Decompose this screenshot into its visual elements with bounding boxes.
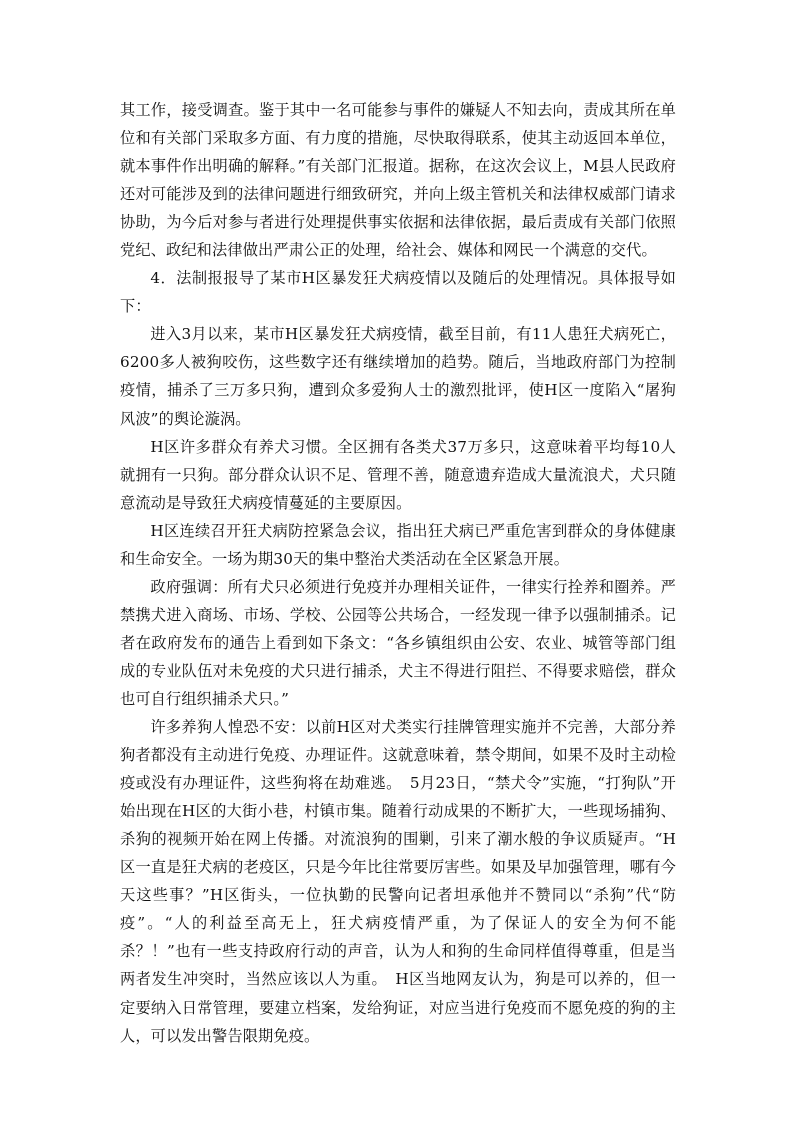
- paragraph-dog-ownership: H区许多群众有养犬习惯。全区拥有各类犬37万多只，这意味着平均每10人就拥有一只狗。部分群众认识不足、管理不善，随意遗弃造成大量流浪犬，犬只随意流动是导致狂犬病疫情蔓延的主要原因。: [120, 437, 676, 512]
- paragraph-emergency-meeting: H区连续召开狂犬病防控紧急会议，指出狂犬病已严重危害到群众的身体健康和生命安全。一场为期30天的集中整治犬类活动在全区紧急开展。: [120, 521, 676, 568]
- paragraph-outbreak: 进入3月以来，某市H区暴发狂犬病疫情，截至目前，有11人患狂犬病死亡，6200多人被狗咬伤，这些数字还有继续增加的趋势。随后，当地政府部门为控制疫情，捕杀了三万多只狗，遭到众多爱狗人士的激烈批评，使H区一度陷入“屠狗风波”的舆论漩涡。: [120, 325, 676, 428]
- paragraph-item-4: 4．法制报报导了某市H区暴发狂犬病疫情以及随后的处理情况。具体报导如下：: [120, 269, 676, 316]
- paragraph-government-notice: 政府强调：所有犬只必须进行免疫并办理相关证件，一律实行拴养和圈养。严禁携犬进入商场、市场、学校、公园等公共场合，一经发现一律予以强制捕杀。记者在政府发布的通告上看到如下条文：“各乡镇组织由公安、农业、城管等部门组成的专业队伍对未免疫的犬只进行捕杀，犬主不得进行阻拦、不得要求赔偿，群众也可自行组织捕杀犬只。”: [120, 577, 676, 708]
- paragraph-continuation: 其工作，接受调查。鉴于其中一名可能参与事件的嫌疑人不知去向，责成其所在单位和有关部门采取多方面、有力度的措施，尽快取得联系，使其主动返回本单位，就本事件作出明确的解释。”有关部门汇报道。据称，在这次会议上，M县人民政府还对可能涉及到的法律问题进行细致研究，并向上级主管机关和法律权威部门请求协助，为今后对参与者进行处理提供事实依据和法律依据，最后责成有关部门依照党纪、政纪和法律做出严肃公正的处理，给社会、媒体和网民一个满意的交代。: [120, 101, 676, 260]
- document-body: [120, 96, 676, 1050]
- paragraph-public-reaction: 许多养狗人惶恐不安：以前H区对犬类实行挂牌管理实施并不完善，大部分养狗者都没有主动进行免疫、办理证件。这就意味着，禁令期间，如果不及时主动检疫或没有办理证件，这些狗将在劫难逃。 5月23日，“禁犬令”实施，“打狗队”开始出现在H区的大街小巷，村镇市集。随着行动成果的不断扩大，一些现场捕狗、杀狗的视频开始在网上传播。对流浪狗的围剿，引来了潮水般的争议质疑声。“H区一直是狂犬病的老疫区，只是今年比往常要厉害些。如果及早加强管理，哪有今天这些事？”H区街头，一位执勤的民警向记者坦承他并不赞同以“杀狗”代“防疫”。“人的利益至高无上，狂犬病疫情严重，为了保证人的安全为何不能杀？！”也有一些支持政府行动的声音，认为人和狗的生命同样值得尊重，但是当两者发生冲突时，当然应该以人为重。 H区当地网友认为，狗是可以养的，但一定要纳入日常管理，要建立档案，发给狗证，对应当进行免疫而不愿免疫的狗的主人，可以发出警告限期免疫。: [120, 718, 676, 1045]
